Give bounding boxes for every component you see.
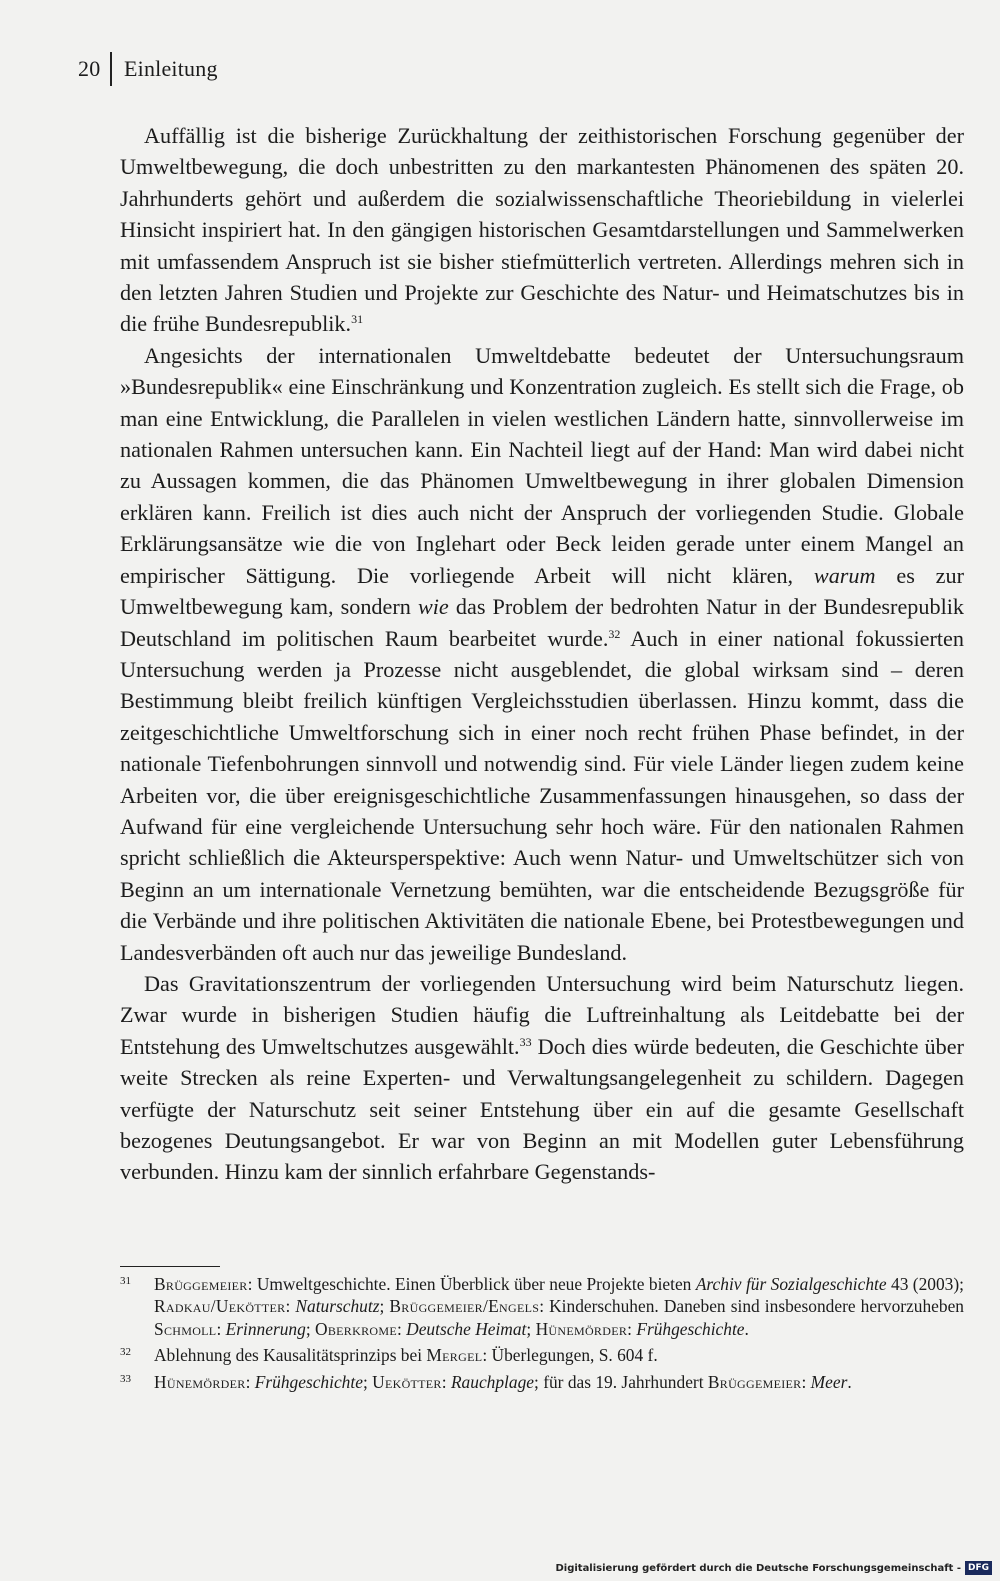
- title: Erinnerung: [225, 1318, 306, 1339]
- footnote-number: 33: [120, 1372, 131, 1385]
- text-run: Ablehnung des Kausalitätsprinzips bei: [154, 1345, 427, 1366]
- text-run: ;: [379, 1296, 390, 1317]
- text-run: .: [744, 1318, 749, 1339]
- footnote-ref: 33: [519, 1034, 532, 1049]
- text-run: : Überlegungen, S. 604 f.: [482, 1345, 658, 1366]
- text-run: ; für das 19. Jahrhundert: [534, 1371, 708, 1392]
- footnote-number: 31: [120, 1275, 131, 1287]
- paragraph: [120, 340, 964, 968]
- footnote-number: 32: [120, 1346, 131, 1359]
- text-run: es zur Umweltbewegung kam, sondern: [120, 562, 964, 620]
- text-run: Auch in einer national fokussierten Untersuchung werden ja Prozesse nicht ausgeblendet, die global wirksam sind – deren Bestimmung bleibt freilich künftigen Vergleichsstudien überlassen. Hinzu kommt, dass die zeitgeschichtliche Umweltforschung sich in einer noch recht frühen Phase befindet, in der nationale Tiefenbohrungen sinnvoll und notwendig sind. Für viele Länder liegen zudem keine Arbeiten vor, die über ereignisgeschichtliche Zusammenfassungen hinausgehen, so dass der Aufwand für eine vergleichende Untersuchung sehr hoch wäre. Für den nationalen Rahmen spricht schließlich die Akteursperspektive: Auch wenn Natur- und Umweltschützer sich von Beginn an um internationale Vernetzung bemühten, war die entscheidende Bezugsgröße für die Verbände und ihre politischen Aktivitäten die nationale Ebene, bei Protestbewegungen und Landesverbänden oft auch nur das jeweilige Bundesland.: [120, 625, 964, 965]
- author: Schmoll: [154, 1318, 217, 1339]
- author: Brüggemeier: [707, 1371, 802, 1392]
- author: Oberkrome: [315, 1318, 397, 1339]
- page-number: 20: [78, 56, 101, 81]
- title: Frühgeschichte: [254, 1371, 363, 1392]
- footnote-ref: 32: [608, 626, 621, 641]
- text-run: das Problem der bedrohten Natur in der Bundesrepublik Deutschland im politischen Raum bearbeitet wurde.: [120, 594, 964, 651]
- text-run: :: [285, 1296, 296, 1317]
- text-run: :: [216, 1318, 226, 1339]
- footnote-ref: 31: [351, 312, 364, 327]
- text-run: Auffällig ist die bisherige Zurückhaltung der zeithistorischen Forschung gegenüber der Umweltbewegung, die doch unbestritten zu den markantesten Phänomenen des späten 20. Jahrhunderts gehört und außerdem die sozialwissenschaftliche Theoriebildung in vielerlei Hinsicht inspiriert hat. In den gängigen historischen Gesamtdarstellungen und Sammelwerken mit umfassendem Anspruch ist sie bisher stiefmütterlich vertreten. Allerdings mehren sich in den letzten Jahren Studien und Projekte zur Geschichte des Natur- und Heimatschutzes bis in die frühe Bundesrepublik.: [120, 123, 964, 337]
- text-run: :: [801, 1371, 811, 1392]
- author: Hünemörder: [535, 1318, 628, 1339]
- emphasis: warum: [813, 562, 876, 588]
- footnote-32: [120, 1344, 964, 1366]
- author: Brüggemeier/Engels: [389, 1296, 540, 1317]
- main-text: [120, 120, 964, 1188]
- author: Brüggemeier: [154, 1274, 248, 1294]
- stamp-text: Digitalisierung gefördert durch die Deutsche Forschungsgemeinschaft -: [555, 1562, 961, 1574]
- text-run: ;: [362, 1371, 373, 1392]
- text-run: 43 (2003);: [886, 1274, 965, 1294]
- header-divider: [110, 52, 112, 86]
- text-run: ;: [526, 1318, 536, 1339]
- text-run: ;: [305, 1318, 316, 1339]
- text-run: :: [245, 1371, 255, 1392]
- footnotes: [120, 1273, 964, 1397]
- footnote-divider: [120, 1266, 220, 1267]
- footnote-31: [120, 1273, 964, 1340]
- text-run: Das Gravitationszentrum der vorliegenden Untersuchung wird beim Naturschutz liegen. Zwar wurde in bisherigen Studien häufig die Luftreinhaltung als Leitdebatte bei der Entstehung des Umweltschutzes ausgewählt.: [120, 970, 964, 1059]
- digitization-stamp: [555, 1561, 992, 1575]
- paragraph: [120, 968, 964, 1188]
- text-run: :: [627, 1318, 637, 1339]
- text-run: :: [396, 1318, 407, 1339]
- author: Mergel: [426, 1345, 483, 1366]
- title: Naturschutz: [295, 1296, 380, 1317]
- dfg-logo: DFG: [965, 1561, 992, 1575]
- text-run: :: [441, 1371, 451, 1392]
- text-run: : Kinderschuhen. Daneben sind insbesondere hervorzuheben: [539, 1296, 964, 1317]
- author: Uekötter: [372, 1371, 442, 1392]
- title: Deutsche Heimat: [406, 1318, 527, 1339]
- title: Meer: [810, 1371, 848, 1392]
- footnote-33: [120, 1371, 964, 1393]
- title: Frühgeschichte: [636, 1318, 745, 1339]
- author: Radkau/Uekötter: [154, 1296, 286, 1317]
- text-run: Angesichts der internationalen Umweltdebatte bedeutet der Untersuchungsraum »Bundesrepublik« eine Einschränkung und Konzentration zugleich. Es stellt sich die Frage, ob man eine Entwicklung, die Parallelen in vielen westlichen Ländern hatte, sinnvollerweise im nationalen Rahmen untersuchen kann. Ein Nachteil liegt auf der Hand: Man wird dabei nicht zu Aussagen kommen, die das Phänomen Umweltbewegung in ihrer globalen Dimension erklären kann. Freilich ist dies auch nicht der Anspruch der vorliegenden Studie. Globale Erklärungsansätze wie die von Inglehart oder Beck leiden gerade unter einem Mangel an empirischer Sättigung. Die vorliegende Arbeit will nicht klären,: [120, 342, 964, 588]
- section-title: Einleitung: [124, 56, 218, 81]
- emphasis: wie: [417, 594, 449, 620]
- author: Hünemörder: [154, 1371, 246, 1392]
- running-header: [78, 52, 218, 86]
- paragraph: [120, 120, 964, 340]
- text-run: .: [847, 1371, 852, 1392]
- title: Archiv für Sozialgeschichte: [695, 1274, 887, 1294]
- text-run: : Umweltgeschichte. Einen Überblick über neue Projekte bieten: [247, 1274, 696, 1294]
- title: Rauchplage: [450, 1371, 535, 1392]
- text-run: Doch dies würde bedeuten, die Geschichte über weite Strecken als reine Experten- und Verwaltungsangelegenheit zu schildern. Dagegen verfügte der Naturschutz seit seiner Entstehung über ein auf die gesamte Gesellschaft bezogenes Deutungsangebot. Er war von Beginn an mit Modellen guter Lebensführung verbunden. Hinzu kam der sinnlich erfahrbare Gegenstands-: [120, 1033, 964, 1185]
